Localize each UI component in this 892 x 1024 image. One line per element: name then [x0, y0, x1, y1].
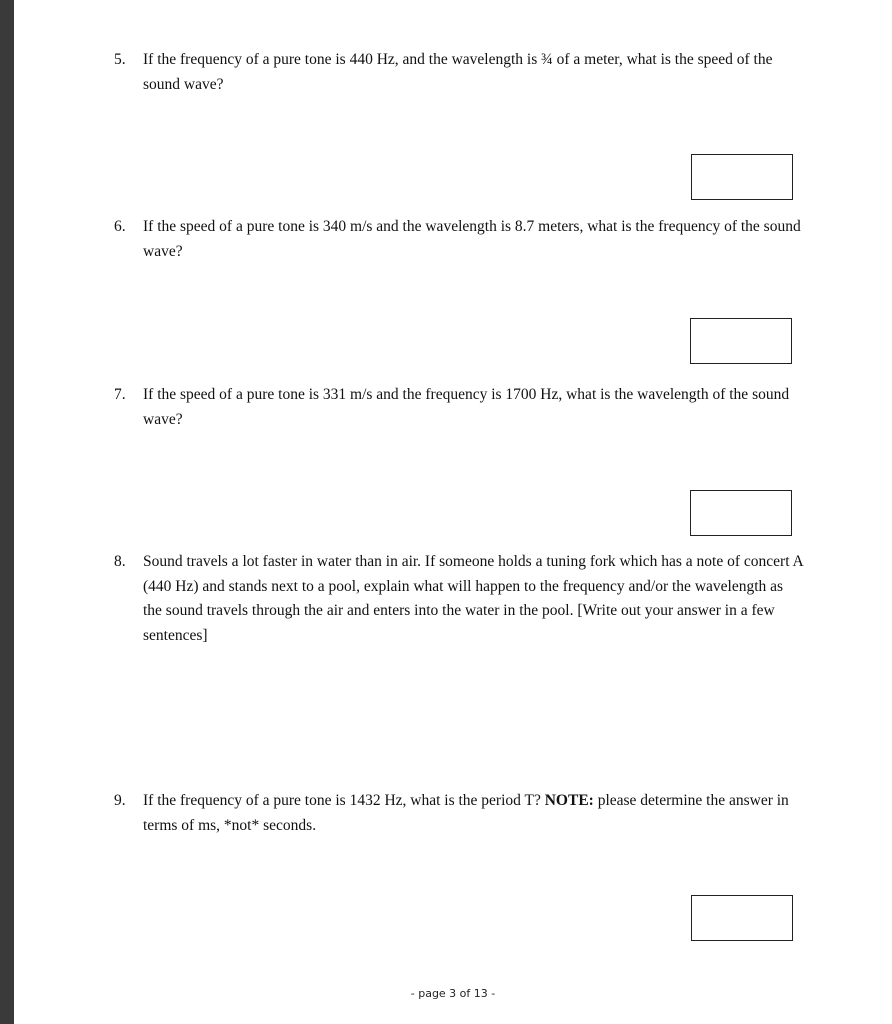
note-label: NOTE: — [544, 792, 594, 809]
question-text-before: If the frequency of a pure tone is 1432 Hz, what is the period T? — [143, 792, 545, 809]
answer-box-7[interactable] — [690, 490, 792, 536]
question-6 — [114, 215, 804, 264]
question-text: Sound travels a lot faster in water than in air. If someone holds a tuning fork which has a note of concert A (440 Hz) and stands next to a pool, explain what will happen to the frequency and/or the wavelength as the sound travels through the air and enters into the water in the pool. [Write out your answer in a few sentences] — [143, 553, 803, 644]
question-8 — [114, 550, 804, 648]
document-page — [14, 0, 892, 1024]
question-7 — [114, 383, 804, 432]
question-text: If the speed of a pure tone is 331 m/s and the frequency is 1700 Hz, what is the wavelength of the sound wave? — [143, 386, 790, 428]
question-text-after: please determine the answer in terms of ms, *not* seconds. — [143, 792, 789, 834]
page-footer: - page 3 of 13 - — [410, 987, 496, 1000]
question-text: If the speed of a pure tone is 340 m/s and the wavelength is 8.7 meters, what is the frequency of the sound wave? — [143, 218, 801, 260]
question-9 — [114, 789, 804, 838]
question-number: 9. — [114, 792, 126, 809]
question-text — [143, 789, 804, 838]
answer-box-6[interactable] — [690, 318, 792, 364]
question-number: 6. — [114, 218, 126, 235]
answer-box-5[interactable] — [691, 154, 793, 200]
answer-box-9[interactable] — [691, 895, 793, 941]
question-5 — [114, 48, 804, 97]
question-number: 8. — [114, 553, 126, 570]
question-text: If the frequency of a pure tone is 440 Hz, and the wavelength is ¾ of a meter, what is the speed of the sound wave? — [143, 51, 773, 93]
question-number: 7. — [114, 386, 126, 403]
question-number: 5. — [114, 51, 126, 68]
